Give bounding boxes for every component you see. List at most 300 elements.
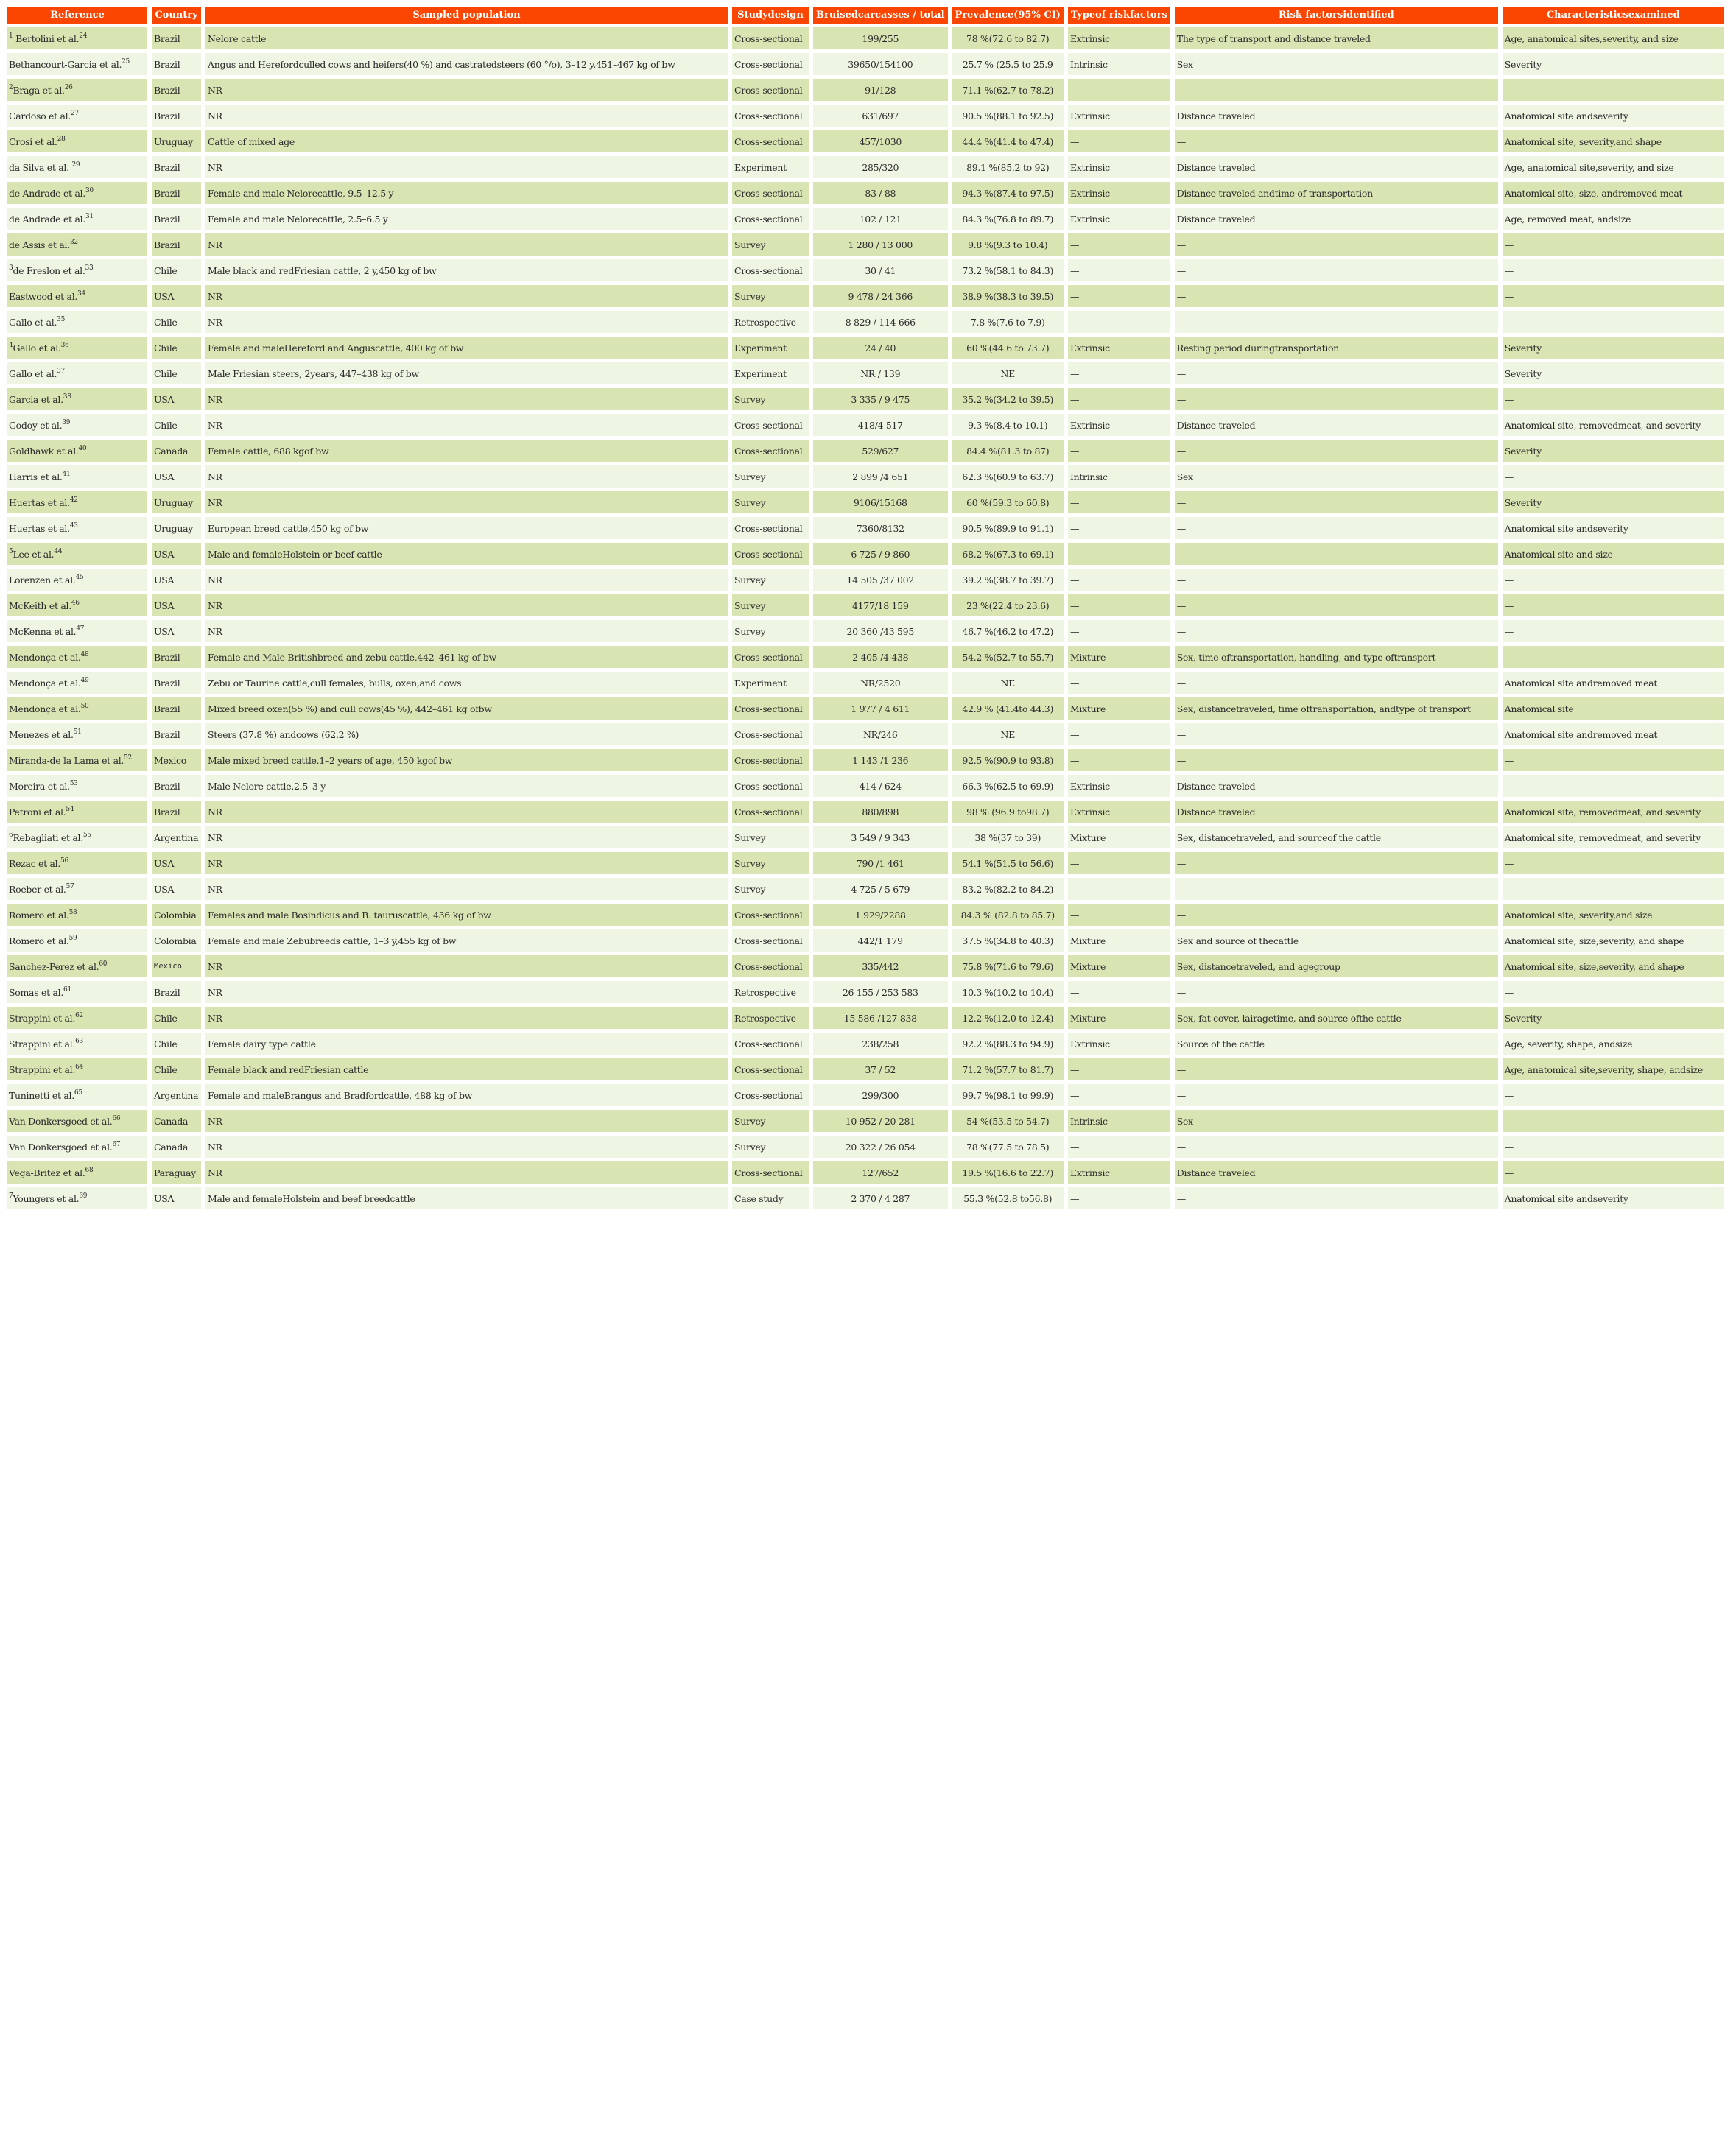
cell-bruised: 285/320 — [813, 156, 948, 178]
cell-prevalence: 84.4 %(81.3 to 87) — [952, 440, 1064, 462]
cell-bruised: 26 155 / 253 583 — [813, 981, 948, 1003]
cell-prevalence: 55.3 %(52.8 to56.8) — [952, 1187, 1064, 1209]
cell-design: Experiment — [732, 337, 809, 359]
cell-prevalence: 98 % (96.9 to98.7) — [952, 801, 1064, 823]
reference-text: Vega-Britez et al. — [9, 1167, 85, 1178]
footnote-marker: 4 — [9, 341, 13, 349]
cell-population: NR — [205, 414, 728, 436]
cell-country: Brazil — [152, 105, 201, 127]
reference-text: Petroni et al. — [9, 806, 66, 818]
citation-number: 38 — [63, 393, 71, 401]
cell-bruised: 1 977 / 4 611 — [813, 697, 948, 720]
citation-number: 35 — [57, 315, 66, 323]
table-row — [7, 929, 1724, 952]
cell-bruised: 1 929/2288 — [813, 904, 948, 926]
cell-bruised: 790 /1 461 — [813, 852, 948, 874]
cell-risk-factors: Sex and source of thecattle — [1175, 929, 1498, 952]
cell-population: NR — [205, 79, 728, 101]
cell-reference — [7, 517, 147, 539]
cell-risk-factors: — — [1175, 569, 1498, 591]
reference-text: Moreira et al. — [9, 780, 70, 792]
cell-country: USA — [152, 620, 201, 642]
cell-reference — [7, 1136, 147, 1158]
citation-number: 43 — [69, 521, 78, 530]
cell-prevalence: NE — [952, 362, 1064, 384]
cell-country: Canada — [152, 440, 201, 462]
cell-prevalence: 71.1 %(62.7 to 78.2) — [952, 79, 1064, 101]
cell-characteristics: — — [1503, 1084, 1724, 1106]
cell-population: NR — [205, 1007, 728, 1029]
table-row — [7, 311, 1724, 333]
cell-bruised: NR/246 — [813, 723, 948, 745]
table-body — [7, 27, 1724, 1209]
reference-text: Strappini et al. — [9, 1012, 76, 1024]
cell-risk-factors: — — [1175, 620, 1498, 642]
cell-design: Cross-sectional — [732, 955, 809, 977]
cell-risk-type: Intrinsic — [1068, 53, 1170, 75]
cell-risk-type: — — [1068, 491, 1170, 513]
cell-characteristics: — — [1503, 775, 1724, 797]
table-row — [7, 337, 1724, 359]
cell-design: Experiment — [732, 672, 809, 694]
reference-text: Sanchez-Perez et al. — [9, 960, 99, 972]
cell-design: Cross-sectional — [732, 1033, 809, 1055]
cell-bruised: 8 829 / 114 666 — [813, 311, 948, 333]
cell-design: Cross-sectional — [732, 904, 809, 926]
cell-reference — [7, 620, 147, 642]
table-row — [7, 465, 1724, 488]
cell-population: NR — [205, 491, 728, 513]
table-row — [7, 697, 1724, 720]
cell-characteristics: Anatomical site — [1503, 697, 1724, 720]
footnote-marker: 6 — [9, 831, 13, 839]
cell-risk-type: Mixture — [1068, 646, 1170, 668]
reference-text: Romero et al. — [9, 935, 69, 946]
cell-design: Cross-sectional — [732, 1058, 809, 1080]
cell-risk-type: Extrinsic — [1068, 414, 1170, 436]
citation-number: 57 — [66, 882, 74, 890]
cell-bruised: 24 / 40 — [813, 337, 948, 359]
cell-population: Male mixed breed cattle,1–2 years of age, 450 kgof bw — [205, 749, 728, 771]
reference-text: Tuninetti et al. — [9, 1089, 74, 1101]
cell-design: Cross-sectional — [732, 53, 809, 75]
table-row — [7, 491, 1724, 513]
cell-risk-type: Extrinsic — [1068, 156, 1170, 178]
cell-risk-factors: — — [1175, 130, 1498, 152]
cell-population: NR — [205, 878, 728, 900]
cell-characteristics: — — [1503, 1136, 1724, 1158]
cell-country: USA — [152, 852, 201, 874]
cell-prevalence: 83.2 %(82.2 to 84.2) — [952, 878, 1064, 900]
cell-bruised: 14 505 /37 002 — [813, 569, 948, 591]
cell-design: Experiment — [732, 156, 809, 178]
cell-risk-factors: — — [1175, 852, 1498, 874]
cell-prevalence: 78 %(77.5 to 78.5) — [952, 1136, 1064, 1158]
citation-number: 55 — [82, 831, 91, 839]
cell-risk-factors: Sex — [1175, 53, 1498, 75]
cell-reference — [7, 878, 147, 900]
cell-bruised: 91/128 — [813, 79, 948, 101]
cell-bruised: 3 549 / 9 343 — [813, 826, 948, 848]
cell-risk-type: Extrinsic — [1068, 775, 1170, 797]
cell-characteristics: Anatomical site, size,severity, and shape — [1503, 955, 1724, 977]
table-row — [7, 775, 1724, 797]
cell-risk-type: Intrinsic — [1068, 1110, 1170, 1132]
table-row — [7, 672, 1724, 694]
cell-bruised: 7360/8132 — [813, 517, 948, 539]
footnote-marker: 1 — [9, 32, 13, 40]
cell-design: Survey — [732, 388, 809, 410]
citation-number: 62 — [75, 1011, 83, 1019]
cell-bruised: 39650/154100 — [813, 53, 948, 75]
cell-reference — [7, 285, 147, 307]
cell-reference — [7, 826, 147, 848]
cell-bruised: NR/2520 — [813, 672, 948, 694]
cell-prevalence: 90.5 %(89.9 to 91.1) — [952, 517, 1064, 539]
cell-population: Male and femaleHolstein or beef cattle — [205, 543, 728, 565]
cell-risk-type: — — [1068, 285, 1170, 307]
cell-characteristics: Severity — [1503, 440, 1724, 462]
cell-risk-type: — — [1068, 749, 1170, 771]
citation-number: 52 — [124, 753, 132, 762]
footnote-marker: 5 — [9, 547, 13, 555]
cell-risk-factors: Sex, distancetraveled, and sourceof the cattle — [1175, 826, 1498, 848]
cell-bruised: 2 405 /4 438 — [813, 646, 948, 668]
cell-characteristics: Anatomical site, removedmeat, and severity — [1503, 414, 1724, 436]
reference-text: Gallo et al. — [9, 368, 57, 379]
cell-population: Steers (37.8 %) andcows (62.2 %) — [205, 723, 728, 745]
cell-bruised: 414 / 624 — [813, 775, 948, 797]
cell-risk-factors: — — [1175, 517, 1498, 539]
cell-bruised: 880/898 — [813, 801, 948, 823]
cell-prevalence: 44.4 %(41.4 to 47.4) — [952, 130, 1064, 152]
cell-country: Mexico — [152, 955, 201, 977]
cell-population: Nelore cattle — [205, 27, 728, 49]
footnote-marker: 2 — [9, 83, 13, 91]
cell-design: Cross-sectional — [732, 208, 809, 230]
citation-number: 47 — [76, 625, 85, 633]
cell-risk-factors: — — [1175, 491, 1498, 513]
table-row — [7, 981, 1724, 1003]
reference-text: de Andrade et al. — [9, 187, 85, 199]
citation-number: 67 — [112, 1140, 121, 1148]
cell-bruised: 631/697 — [813, 105, 948, 127]
table-row — [7, 208, 1724, 230]
cell-country: Canada — [152, 1110, 201, 1132]
cell-risk-type: — — [1068, 311, 1170, 333]
cell-design: Survey — [732, 826, 809, 848]
cell-design: Retrospective — [732, 1007, 809, 1029]
cell-country: Chile — [152, 337, 201, 359]
reference-text: Gallo et al. — [9, 316, 57, 328]
cell-country: Brazil — [152, 208, 201, 230]
reference-text: Mendonça et al. — [9, 703, 81, 714]
reference-text: Somas et al. — [9, 986, 64, 998]
cell-risk-type: — — [1068, 620, 1170, 642]
cell-population: NR — [205, 852, 728, 874]
cell-prevalence: 92.5 %(90.9 to 93.8) — [952, 749, 1064, 771]
cell-characteristics: Anatomical site andseverity — [1503, 105, 1724, 127]
cell-reference — [7, 775, 147, 797]
cell-country: Brazil — [152, 156, 201, 178]
citation-number: 41 — [62, 470, 71, 478]
cell-prevalence: 89.1 %(85.2 to 92) — [952, 156, 1064, 178]
table-row — [7, 955, 1724, 977]
citation-number: 29 — [71, 161, 80, 169]
cell-characteristics: Anatomical site andseverity — [1503, 517, 1724, 539]
cell-design: Survey — [732, 1110, 809, 1132]
cell-prevalence: 66.3 %(62.5 to 69.9) — [952, 775, 1064, 797]
cell-characteristics: — — [1503, 388, 1724, 410]
cell-risk-type: — — [1068, 723, 1170, 745]
cell-risk-type: — — [1068, 543, 1170, 565]
cell-prevalence: 37.5 %(34.8 to 40.3) — [952, 929, 1064, 952]
cell-bruised: 2 370 / 4 287 — [813, 1187, 948, 1209]
header-country: Country — [152, 7, 201, 24]
reference-text: de Freslon et al. — [13, 264, 85, 276]
citation-number: 24 — [79, 32, 88, 40]
cell-risk-type: Extrinsic — [1068, 337, 1170, 359]
cell-characteristics: Severity — [1503, 337, 1724, 359]
cell-population: Female and maleHereford and Anguscattle, 400 kg of bw — [205, 337, 728, 359]
cell-population: Male black and redFriesian cattle, 2 y,450 kg of bw — [205, 259, 728, 281]
cell-risk-factors: — — [1175, 904, 1498, 926]
cell-reference — [7, 1110, 147, 1132]
cell-characteristics: — — [1503, 852, 1724, 874]
cell-country: Brazil — [152, 27, 201, 49]
cell-design: Cross-sectional — [732, 182, 809, 204]
reference-text: Cardoso et al. — [9, 110, 71, 122]
cell-population: NR — [205, 1110, 728, 1132]
cell-country: Chile — [152, 362, 201, 384]
table-row — [7, 878, 1724, 900]
cell-characteristics: Anatomical site andremoved meat — [1503, 723, 1724, 745]
cell-country: Chile — [152, 1033, 201, 1055]
header-reference: Reference — [7, 7, 147, 24]
table-row — [7, 1084, 1724, 1106]
reference-text: Van Donkersgoed et al. — [9, 1141, 113, 1153]
cell-design: Cross-sectional — [732, 775, 809, 797]
header-sampled-population: Sampled population — [205, 7, 728, 24]
cell-reference — [7, 1033, 147, 1055]
cell-reference — [7, 1084, 147, 1106]
cell-risk-factors: Distance traveled — [1175, 105, 1498, 127]
cell-country: Colombia — [152, 904, 201, 926]
table-row — [7, 517, 1724, 539]
cell-risk-type: Extrinsic — [1068, 105, 1170, 127]
cell-risk-type: — — [1068, 852, 1170, 874]
reference-text: Lorenzen et al. — [9, 574, 76, 586]
citation-number: 28 — [57, 135, 66, 143]
cell-reference — [7, 1187, 147, 1209]
citation-number: 61 — [63, 985, 71, 994]
reference-text: Garcia et al. — [9, 393, 63, 405]
cell-design: Retrospective — [732, 311, 809, 333]
cell-bruised: 10 952 / 20 281 — [813, 1110, 948, 1132]
citation-number: 25 — [122, 57, 130, 66]
cell-prevalence: 12.2 %(12.0 to 12.4) — [952, 1007, 1064, 1029]
cell-population: Female cattle, 688 kgof bw — [205, 440, 728, 462]
cell-bruised: 9106/15168 — [813, 491, 948, 513]
cell-bruised: 238/258 — [813, 1033, 948, 1055]
cell-bruised: 199/255 — [813, 27, 948, 49]
reference-text: Bertolini et al. — [13, 32, 80, 44]
cell-prevalence: 9.8 %(9.3 to 10.4) — [952, 233, 1064, 256]
citation-number: 53 — [69, 779, 78, 787]
header-risk-factors: Risk factorsidentified — [1175, 7, 1498, 24]
cell-design: Survey — [732, 1136, 809, 1158]
table-row — [7, 105, 1724, 127]
cell-characteristics: — — [1503, 285, 1724, 307]
cell-population: NR — [205, 981, 728, 1003]
citation-number: 60 — [99, 960, 108, 968]
cell-prevalence: 94.3 %(87.4 to 97.5) — [952, 182, 1064, 204]
reference-text: Roeber et al. — [9, 883, 66, 895]
citation-number: 46 — [71, 599, 80, 607]
cell-risk-factors: — — [1175, 285, 1498, 307]
cell-design: Cross-sectional — [732, 646, 809, 668]
cell-country: USA — [152, 543, 201, 565]
cell-risk-type: — — [1068, 79, 1170, 101]
cell-prevalence: 46.7 %(46.2 to 47.2) — [952, 620, 1064, 642]
citation-number: 50 — [80, 702, 89, 710]
cell-risk-type: — — [1068, 1084, 1170, 1106]
cell-country: Brazil — [152, 53, 201, 75]
cell-prevalence: 92.2 %(88.3 to 94.9) — [952, 1033, 1064, 1055]
header-bruised-carcasses: Bruisedcarcasses / total — [813, 7, 948, 24]
cell-population: Male Nelore cattle,2.5–3 y — [205, 775, 728, 797]
cell-risk-factors: Sex — [1175, 465, 1498, 488]
cell-design: Cross-sectional — [732, 259, 809, 281]
cell-characteristics: Severity — [1503, 491, 1724, 513]
cell-characteristics: Severity — [1503, 53, 1724, 75]
cell-design: Cross-sectional — [732, 723, 809, 745]
cell-reference — [7, 233, 147, 256]
table-row — [7, 569, 1724, 591]
cell-bruised: 1 280 / 13 000 — [813, 233, 948, 256]
cell-risk-type: Mixture — [1068, 1007, 1170, 1029]
citation-number: 51 — [73, 728, 82, 736]
citation-number: 32 — [69, 238, 78, 246]
cell-country: USA — [152, 1187, 201, 1209]
cell-country: Chile — [152, 1058, 201, 1080]
cell-characteristics: Age, severity, shape, andsize — [1503, 1033, 1724, 1055]
citation-number: 58 — [68, 908, 77, 916]
cell-risk-factors: — — [1175, 672, 1498, 694]
cell-design: Cross-sectional — [732, 697, 809, 720]
cell-characteristics: — — [1503, 1161, 1724, 1184]
cell-risk-factors: Distance traveled — [1175, 775, 1498, 797]
cell-reference — [7, 672, 147, 694]
reference-text: Rebagliati et al. — [13, 832, 83, 843]
cell-country: USA — [152, 285, 201, 307]
table-row — [7, 233, 1724, 256]
citation-number: 27 — [71, 109, 79, 117]
cell-country: Uruguay — [152, 130, 201, 152]
cell-design: Cross-sectional — [732, 1161, 809, 1184]
cell-country: USA — [152, 388, 201, 410]
cell-design: Cross-sectional — [732, 1084, 809, 1106]
cell-prevalence: 84.3 %(76.8 to 89.7) — [952, 208, 1064, 230]
reference-text: Strappini et al. — [9, 1038, 76, 1050]
cell-prevalence: 7.8 %(7.6 to 7.9) — [952, 311, 1064, 333]
cell-prevalence: 39.2 %(38.7 to 39.7) — [952, 569, 1064, 591]
cell-risk-type: — — [1068, 259, 1170, 281]
reference-text: Rezac et al. — [9, 857, 61, 869]
cell-reference — [7, 723, 147, 745]
cell-design: Survey — [732, 569, 809, 591]
cell-bruised: 15 586 /127 838 — [813, 1007, 948, 1029]
cell-reference — [7, 259, 147, 281]
citation-number: 65 — [74, 1089, 82, 1097]
table-row — [7, 1161, 1724, 1184]
cell-risk-factors: — — [1175, 233, 1498, 256]
cell-risk-type: — — [1068, 233, 1170, 256]
cell-country: USA — [152, 878, 201, 900]
cell-country: USA — [152, 465, 201, 488]
cell-characteristics: — — [1503, 259, 1724, 281]
cell-prevalence: 23 %(22.4 to 23.6) — [952, 594, 1064, 616]
cell-risk-type: — — [1068, 130, 1170, 152]
table-row — [7, 904, 1724, 926]
cell-country: Brazil — [152, 233, 201, 256]
cell-risk-type: Extrinsic — [1068, 801, 1170, 823]
cell-population: NR — [205, 569, 728, 591]
cell-design: Cross-sectional — [732, 517, 809, 539]
cell-design: Survey — [732, 233, 809, 256]
reference-text: Menezes et al. — [9, 728, 74, 740]
cell-characteristics: — — [1503, 620, 1724, 642]
cell-reference — [7, 981, 147, 1003]
cell-country: Brazil — [152, 697, 201, 720]
cell-risk-type: — — [1068, 594, 1170, 616]
cell-characteristics: — — [1503, 569, 1724, 591]
cell-risk-factors: Distance traveled — [1175, 414, 1498, 436]
cell-design: Cross-sectional — [732, 801, 809, 823]
cell-prevalence: 78 %(72.6 to 82.7) — [952, 27, 1064, 49]
cell-population: NR — [205, 1136, 728, 1158]
cell-risk-type: Extrinsic — [1068, 1161, 1170, 1184]
cell-population: Female and male Nelorecattle, 9.5–12.5 y — [205, 182, 728, 204]
cell-reference — [7, 1007, 147, 1029]
citation-number: 33 — [85, 264, 94, 272]
cell-characteristics: Anatomical site and size — [1503, 543, 1724, 565]
cell-bruised: 4 725 / 5 679 — [813, 878, 948, 900]
cell-population: NR — [205, 594, 728, 616]
cell-design: Survey — [732, 285, 809, 307]
cell-risk-factors: Sex, distancetraveled, and agegroup — [1175, 955, 1498, 977]
cell-population: NR — [205, 388, 728, 410]
citation-number: 40 — [78, 444, 87, 452]
cell-country: USA — [152, 569, 201, 591]
cell-risk-factors: — — [1175, 311, 1498, 333]
cell-prevalence: 60 %(59.3 to 60.8) — [952, 491, 1064, 513]
table-row — [7, 1033, 1724, 1055]
table-row — [7, 1110, 1724, 1132]
cell-reference — [7, 311, 147, 333]
cell-reference — [7, 646, 147, 668]
cell-prevalence: 75.8 %(71.6 to 79.6) — [952, 955, 1064, 977]
cell-risk-factors: Source of the cattle — [1175, 1033, 1498, 1055]
cell-risk-factors: Distance traveled — [1175, 208, 1498, 230]
reference-text: Lee et al. — [13, 548, 55, 560]
cell-characteristics: Age, anatomical sites,severity, and size — [1503, 27, 1724, 49]
reference-text: Eastwood et al. — [9, 290, 78, 302]
reference-text: Miranda-de la Lama et al. — [9, 754, 124, 766]
citation-number: 39 — [62, 418, 71, 426]
cell-risk-type: — — [1068, 1136, 1170, 1158]
citation-number: 44 — [54, 547, 63, 555]
